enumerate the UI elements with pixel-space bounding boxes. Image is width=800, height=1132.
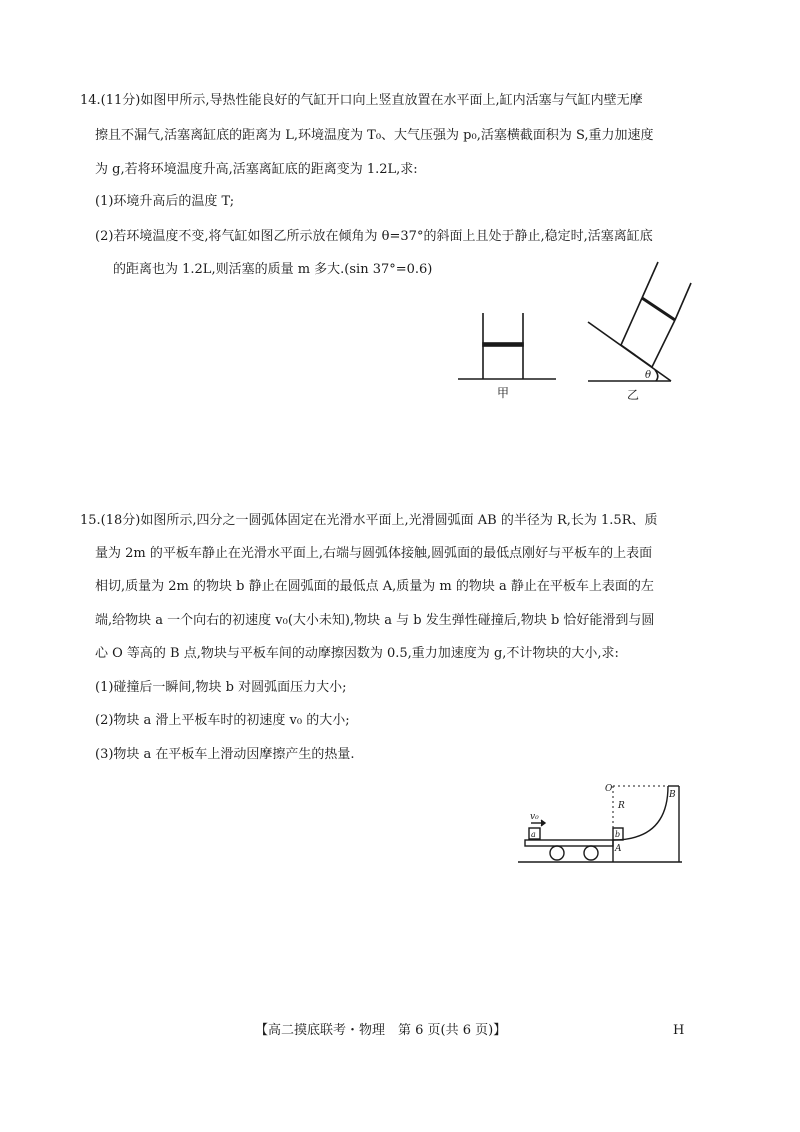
q15-line-5: 心 O 等高的 B 点,物块与平板车间的动摩擦因数为 0.5,重力加速度为 g,不计物块的大小,求: — [95, 646, 619, 661]
q15-line-3: 相切,质量为 2m 的物块 b 静止在圆弧面的最低点 A,质量为 m 的物块 a 静止在平板车上表面的左 — [95, 579, 654, 594]
q14-subquestion-1: (1)环境升高后的温度 T; — [95, 194, 235, 209]
jia-label: 甲 — [497, 386, 510, 400]
cart-wheel-left — [550, 846, 564, 860]
yi-angle-label: θ — [645, 370, 652, 381]
q14-line-3: 为 g,若将环境温度升高,活塞离缸底的距离变为 1.2L,求: — [95, 162, 418, 177]
q14-subquestion-2-line-2: 的距离也为 1.2L,则活塞的质量 m 多大.(sin 37°=0.6) — [113, 262, 433, 277]
label-A: A — [615, 844, 622, 854]
cart-plate — [525, 840, 613, 846]
page-footer: 【高二摸底联考・物理 第 6 页(共 6 页)】 — [255, 1023, 507, 1038]
q15-subquestion-1: (1)碰撞后一瞬间,物块 b 对圆弧面压力大小; — [95, 680, 347, 695]
label-O: O — [605, 784, 613, 794]
label-b: b — [615, 830, 621, 839]
q14-line-1: 14.(11分)如图甲所示,导热性能良好的气缸开口向上竖直放置在水平面上,缸内活塞与气缸内壁无摩 — [80, 93, 643, 108]
q15-subquestion-2: (2)物块 a 滑上平板车时的初速度 v₀ 的大小; — [95, 713, 350, 728]
q15-line-4: 端,给物块 a 一个向右的初速度 v₀(大小未知),物块 a 与 b 发生弹性碰撞后,物块 b 恰好能滑到与圆 — [95, 613, 655, 628]
cart-wheel-right — [584, 846, 598, 860]
page-footer-mark: H — [673, 1023, 685, 1038]
label-v0: v₀ — [530, 812, 539, 822]
label-B: B — [669, 790, 676, 800]
q15-line-2: 量为 2m 的平板车静止在光滑水平面上,右端与圆弧体接触,圆弧面的最低点刚好与平板车的上表面 — [95, 546, 653, 561]
label-R: R — [618, 801, 625, 811]
q14-line-2: 擦且不漏气,活塞离缸底的距离为 L,环境温度为 T₀、大气压强为 p₀,活塞横截面积为 S,重力加速度 — [95, 128, 654, 143]
arc-surface-ab — [613, 786, 668, 840]
label-a: a — [531, 830, 536, 839]
velocity-arrow-head — [541, 820, 545, 826]
q15-subquestion-3: (3)物块 a 在平板车上滑动因摩擦产生的热量. — [95, 747, 355, 762]
yi-label: 乙 — [627, 388, 640, 402]
q15-line-1: 15.(18分)如图所示,四分之一圆弧体固定在光滑水平面上,光滑圆弧面 AB 的半径为 R,长为 1.5R、质 — [80, 513, 658, 528]
q14-subquestion-2-line-1: (2)若环境温度不变,将气缸如图乙所示放在倾角为 θ=37°的斜面上且处于静止,稳定时,活塞离缸底 — [95, 229, 653, 244]
